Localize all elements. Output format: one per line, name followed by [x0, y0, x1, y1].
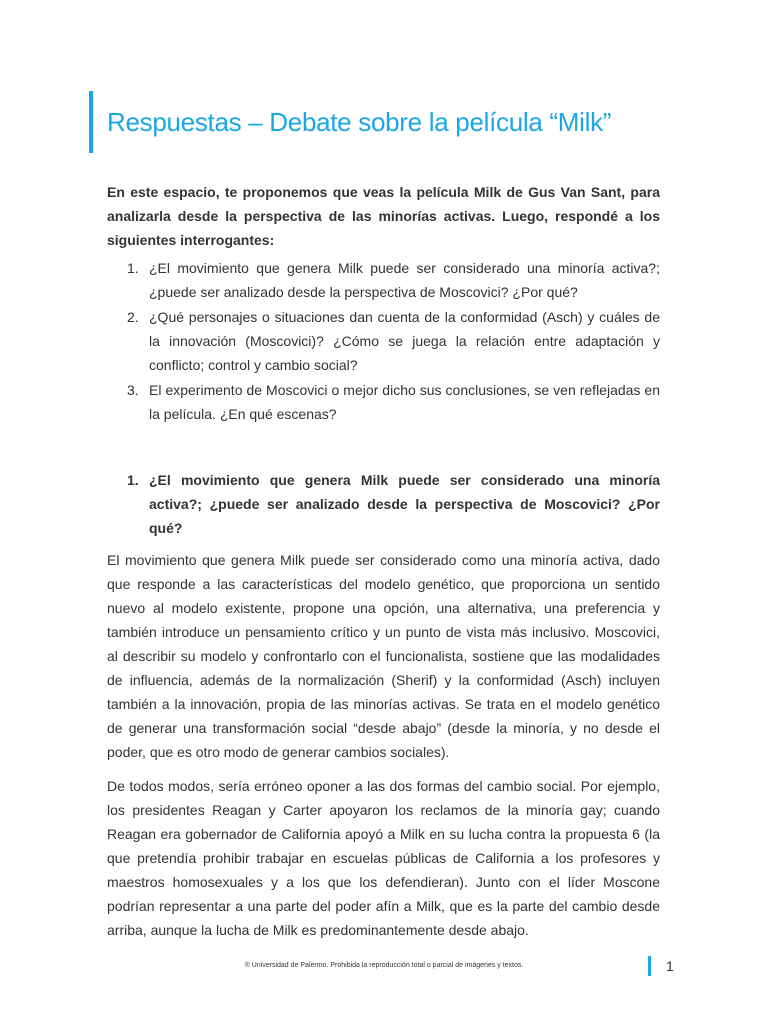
list-item — [107, 305, 660, 377]
list-item-text: ¿Qué personajes o situaciones dan cuenta de la conformidad (Asch) y cuáles de la innovación (Moscovici)? ¿Cómo se juega la relación entre adaptación y conflicto; control y cambio social? — [149, 309, 660, 373]
list-item — [107, 256, 660, 304]
question-list — [107, 256, 660, 426]
answer-paragraph: El movimiento que genera Milk puede ser considerado como una minoría activa, dado que responde a las características del modelo genético, que proporciona un sentido nuevo al modelo existente, propone una opción, una alternativa, una preferencia y también introduce un pensamiento crítico y un punto de vista más inclusivo. Moscovici, al describir su modelo y confrontarlo con el funcionalista, sostiene que las modalidades de influencia, además de la normalización (Sherif) y la conformidad (Asch) incluyen también a la innovación, propia de las minorías activas. Se trata en el modelo genético de generar una transformación social “desde abajo” (desde la minoría, y no desde el poder, que es otro modo de generar cambios sociales). — [107, 552, 660, 760]
answer-heading — [107, 468, 660, 540]
page-number: 1 — [666, 958, 674, 974]
answer-heading-text: ¿El movimiento que genera Milk puede ser considerado una minoría activa?; ¿puede ser analizado desde la perspectiva de Moscovici? ¿Por qué? — [149, 472, 660, 536]
title-accent-bar — [89, 91, 93, 153]
list-item-number: 2. — [127, 309, 139, 325]
list-item-number: 1. — [127, 260, 139, 276]
answer-paragraph: De todos modos, sería erróneo oponer a las dos formas del cambio social. Por ejemplo, los presidentes Reagan y Carter apoyaron los reclamos de la minoría gay; cuando Reagan era gobernador de California apoyó a Milk en su lucha contra la propuesta 6 (la que pretendía prohibir trabajar en escuelas públicas de California a los profesores y maestros homosexuales y a los que los defendieran). Junto con el líder Moscone podrían representar a una parte del poder afín a Milk, que es la parte del cambio desde arriba, aunque la lucha de Milk es predominantemente desde abajo. — [107, 778, 660, 938]
document-body — [107, 180, 660, 952]
list-item-text: El experimento de Moscovici o mejor dicho sus conclusiones, se ven reflejadas en la película. ¿En qué escenas? — [149, 382, 660, 422]
list-item — [107, 378, 660, 426]
intro-paragraph: En este espacio, te proponemos que veas la película Milk de Gus Van Sant, para analizarla desde la perspectiva de las minorías activas. Luego, respondé a los siguientes interrogantes: — [107, 184, 660, 248]
list-item-text: ¿El movimiento que genera Milk puede ser considerado una minoría activa?; ¿puede ser analizado desde la perspectiva de Moscovici? ¿Por qué? — [149, 260, 660, 300]
list-item-number: 3. — [127, 382, 139, 398]
page-title: Respuestas – Debate sobre la película “Milk” — [107, 107, 612, 137]
answer-heading-number: 1. — [127, 472, 139, 488]
page-number-accent-bar — [648, 956, 651, 976]
footer-copyright: ® Universidad de Palermo. Prohibida la reproducción total o parcial de imágenes y textos. — [244, 962, 524, 969]
